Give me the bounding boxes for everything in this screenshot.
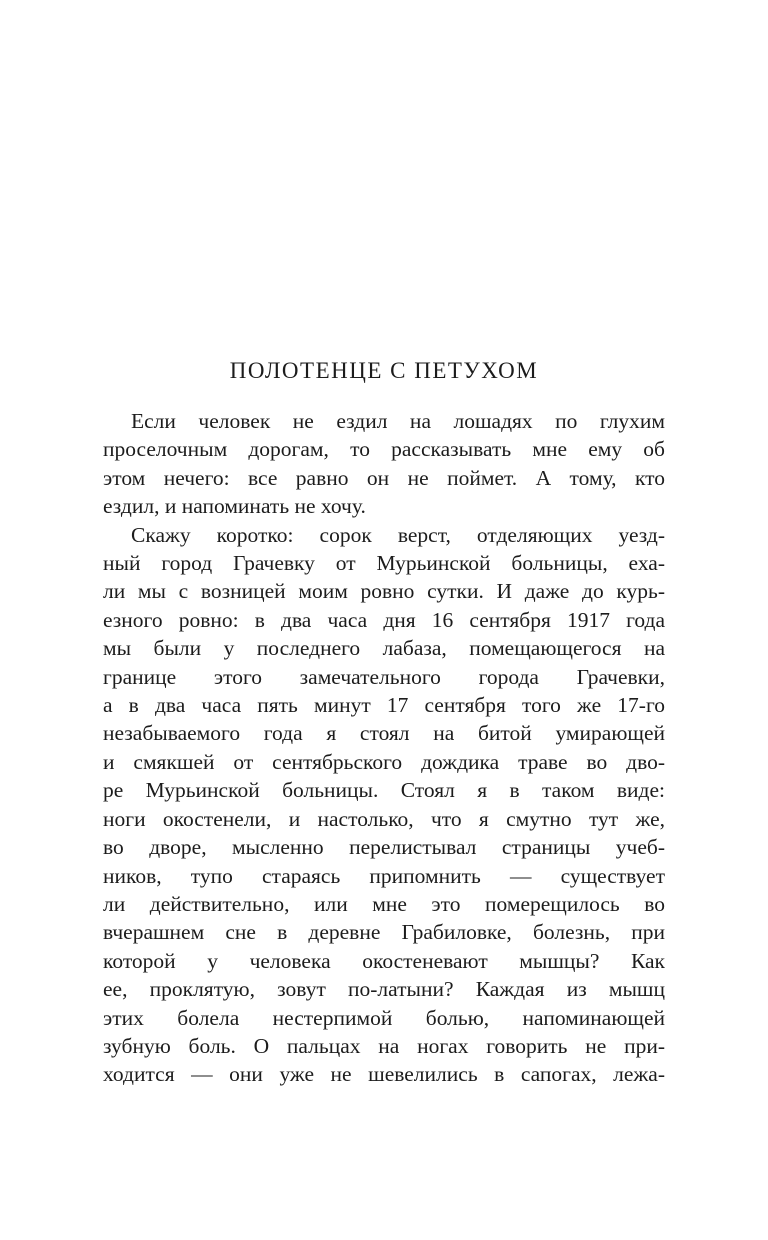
text-line: проселочным дорогам, то рассказывать мне ему об xyxy=(103,437,665,462)
text-line: Скажу коротко: сорок верст, отделяющих уезд- xyxy=(131,522,665,547)
text-line: во дворе, мысленно перелистывал страницы учеб- xyxy=(103,835,665,860)
text-line: ников, тупо стараясь припомнить — существует xyxy=(103,863,665,888)
text-line: ре Мурьинской больницы. Стоял я в таком виде: xyxy=(103,778,665,803)
text-line: зубную боль. О пальцах на ногах говорить не при- xyxy=(103,1033,665,1058)
text-line: этом нечего: все равно он не поймет. А тому, кто xyxy=(103,465,665,490)
text-line: а в два часа пять минут 17 сентября того же 17-го xyxy=(103,693,665,718)
text-line: мы были у последнего лабаза, помещающегося на xyxy=(103,636,665,661)
text-line: ездил, и напоминать не хочу. xyxy=(103,494,366,519)
text-line: незабываемого года я стоял на битой умирающей xyxy=(103,721,665,746)
text-line: ли мы с возницей моим ровно сутки. И даже до курь- xyxy=(103,579,665,604)
paragraph xyxy=(103,407,665,521)
text-line: вчерашнем сне в деревне Грабиловке, болезнь, при xyxy=(103,920,665,945)
text-line: езного ровно: в два часа дня 16 сентября 1917 года xyxy=(103,607,665,632)
text-line: ли действительно, или мне это померещилось во xyxy=(103,891,665,916)
text-line: которой у человека окостеневают мышцы? Как xyxy=(103,948,665,973)
text-line: границе этого замечательного города Грачевки, xyxy=(103,664,665,689)
text-line: и смякшей от сентябрьского дождика траве во дво- xyxy=(103,749,665,774)
body-text xyxy=(103,407,665,1089)
chapter-title: ПОЛОТЕНЦЕ С ПЕТУХОМ xyxy=(229,358,539,383)
text-line: ноги окостенели, и настолько, что я смутно тут же, xyxy=(103,806,665,831)
text-line: ходится — они уже не шевелились в сапогах, лежа- xyxy=(103,1062,665,1087)
text-line: Если человек не ездил на лошадях по глухим xyxy=(131,409,665,433)
text-line: этих болела нестерпимой болью, напоминающей xyxy=(103,1005,665,1030)
paragraph xyxy=(103,521,665,1089)
text-line: ный город Грачевку от Мурьинской больницы, еха- xyxy=(103,551,665,576)
text-line: ее, проклятую, зовут по-латыни? Каждая из мышц xyxy=(103,977,665,1002)
